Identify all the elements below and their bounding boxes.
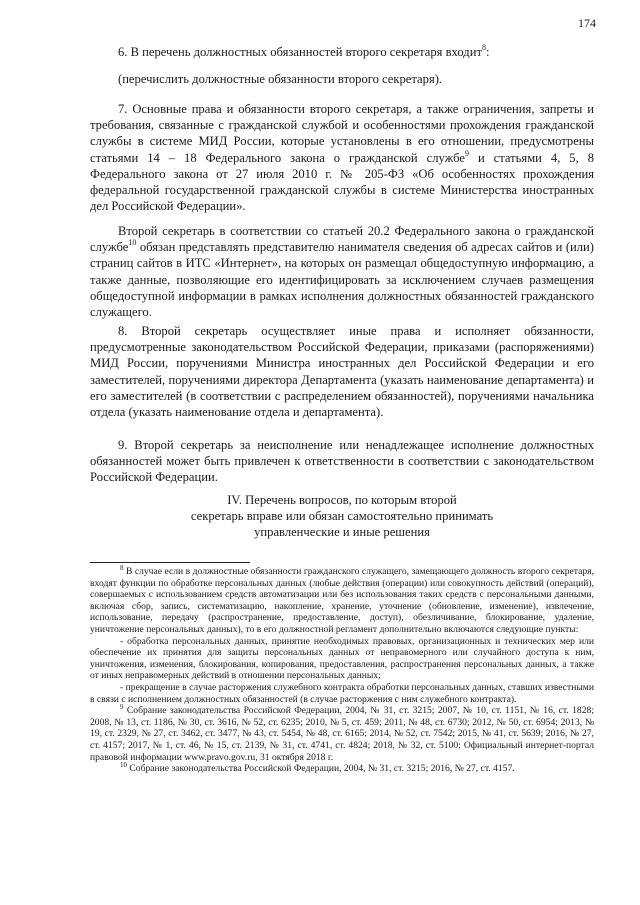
footnote-ref-9: 9 xyxy=(464,148,469,158)
footnote-ref-8: 8 xyxy=(481,43,486,52)
p8-text: 8. Второй секретарь осуществляет иные права и исполняет обязанности, предусмотренные законодательством Российской Федерации, приказами (распоряжениями) МИД России, поручениями Министра иностранных дел Российской Федерации и его заместителей, поручениями директора Департамента (указать наименование департамента) и его заместителей (в соответствии с распределением обязанностей), поручениями начальника отдела (указать наименование отдела и департамента). xyxy=(90,324,594,420)
paragraph-7-second xyxy=(90,223,594,320)
section-title-line-2: секретарь вправе или обязан самостоятельно принимать xyxy=(190,509,494,524)
paragraph-8 xyxy=(90,323,594,420)
page-number: 174 xyxy=(578,16,596,30)
footnote-10-text: Собрание законодательства Российской Федерации, 2004, № 31, ст. 3215; 2016, № 27, ст. 4157. xyxy=(127,763,515,775)
footnote-9-mark: 9 xyxy=(120,703,124,712)
footnote-10 xyxy=(90,763,594,775)
paragraph-6 xyxy=(90,44,594,60)
footnote-8-item-b: - прекращение в случае расторжения служебного контракта обработки персональных данных, ставших известными в связи с исполнением должностных обязанностей (в случае расторжения с ним служебного контракта). xyxy=(90,681,594,705)
p7b-text-cont: обязан представлять представителю нанимателя сведения об адресах сайтов и (или) страниц сайтов в ИТС «Интернет», на которых он размещал общедоступную информацию, а также данные, позволяющие его идентифицировать за исключением случаев размещения общедоступной информации в рамках исполнения должностных обязанностей гражданского служащего. xyxy=(90,240,594,320)
paragraph-7 xyxy=(90,101,594,214)
section-title xyxy=(150,492,534,541)
footnote-10-mark: 10 xyxy=(120,761,127,770)
paragraph-9 xyxy=(90,437,594,486)
section-title-line-1: IV. Перечень вопросов, по которым второй xyxy=(227,493,457,507)
footnote-9 xyxy=(90,705,594,763)
p7-text: 7. Основные права и обязанности второго секретаря, а также ограничения, запреты и требования, связанные с гражданской службой и особенностями прохождения гражданской службы в системе МИД России, которые установлены в его отношении, предусмотрены статьями 14 – 18 Федерального закона о гражданской службе xyxy=(90,102,594,165)
footnotes xyxy=(90,566,594,775)
footnote-8-mark: 8 xyxy=(120,564,124,572)
p7b-text: Второй секретарь в соответствии со статьей 20.2 Федерального закона о гражданской службе xyxy=(90,224,594,255)
footnote-separator xyxy=(90,562,250,563)
p9-text: 9. Второй секретарь за неисполнение или ненадлежащее исполнение должностных обязанностей может быть привлечен к ответственности в соответствии с законодательством Российской Федерации. xyxy=(90,438,594,485)
footnote-8-item-a: - обработка персональных данных, принятие необходимых правовых, организационных и технических мер или обеспечение их принятия для защиты персональных данных от неправомерного или случайного доступа к ним, уничтожения, изменения, блокирования, копирования, предоставления, распространения персональных данных, а также от иных неправомерных действий в отношении персональных данных; xyxy=(90,635,594,682)
section-title-line-3: управленческие и иные решения xyxy=(254,525,430,540)
paragraph-6-note xyxy=(90,71,594,87)
p6-suffix: : xyxy=(485,45,490,59)
p6-note-text: (перечислить должностные обязанности второго секретаря). xyxy=(118,72,443,86)
footnote-8-text: В случае если в должностные обязанности гражданского служащего, замещающего должность второго секретаря, входят функции по обработке персональных данных (любые действия (операции) или совокупность действий (операций), совершаемых с использованием средств автоматизации или без использования таких средств с персональными данными, включая сбор, запись, систематизацию, накопление, хранение, уточнение (обновление, изменение), извлечение, использование, передачу (распространение, предоставление, доступ), обезличивание, блокирование, удаление, уничтожение персональных данных), то в его должностной регламент дополнительно включаются следующие пункты: xyxy=(90,566,594,635)
footnote-8 xyxy=(90,566,594,636)
footnote-9-text: Собрание законодательства Российской Федерации, 2004, № 31, ст. 3215; 2007, № 10, ст. 1151, № 16, ст. 1828; 2008, № 13, ст. 1186, № 30, ст. 3616, № 52, ст. 6235; 2010, № 5, ст. 459; 2011, № 48, ст. 6730; 2012, № 50, ст. 6954; 2013, № 19, ст. 2329, № 27, ст. 3462, ст. 3477, № 43, ст. 5454, № 48, ст. 6165; 2014, № 52, ст. 7542; 2015, № 41, ст. 5639; 2016, № 27, ст. 4157; 2017, № 1, ст. 46, № 15, ст. 2139, № 31, ст. 4741, ст. 4824; 2018, № 32, ст. 5100; Официальный интернет-портал правовой информации www.pravo.gov.ru, 31 октября 2018 г. xyxy=(90,705,594,763)
p6-text: 6. В перечень должностных обязанностей второго секретаря входит xyxy=(118,45,482,59)
footnote-ref-10: 10 xyxy=(128,238,137,248)
p7-text-cont: и статьями 4, 5, 8 Федерального закона от 27 июля 2010 г. № 205-ФЗ «Об особенностях прохождения федеральной государственной гражданской службы в системе Министерства иностранных дел Российской Федерации». xyxy=(90,150,594,214)
